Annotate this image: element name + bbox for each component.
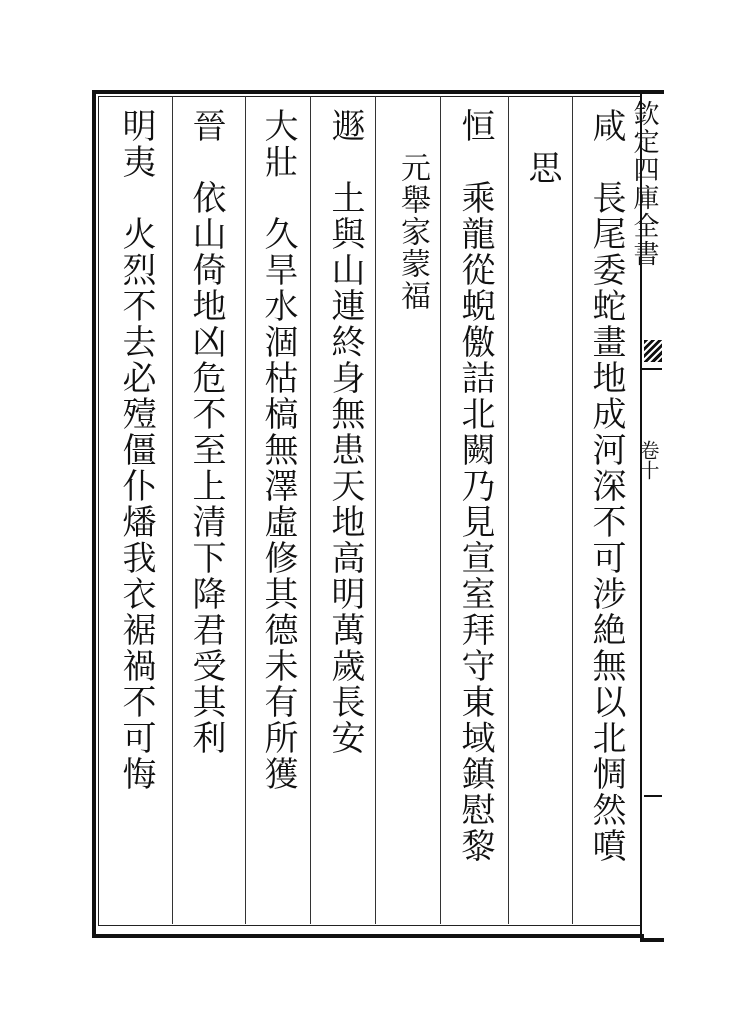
column-rule — [375, 96, 376, 924]
hexagram-name: 大壯 — [258, 108, 298, 180]
verse-text: 土與山連終身無患天地高明萬歲長安 — [325, 180, 365, 756]
column-rule — [508, 96, 509, 924]
column-rule — [572, 96, 573, 924]
volume-label: 卷十 — [636, 440, 660, 480]
verse-text: 元舉家蒙福 — [395, 152, 430, 312]
hexagram-name: 咸 — [586, 108, 626, 144]
text-column-continuation — [522, 150, 562, 250]
text-column-mingyi — [116, 108, 156, 918]
column-rule — [245, 96, 246, 924]
verse-text: 長尾委蛇畫地成河深不可涉絶無以北惆然噴 — [586, 180, 626, 864]
verse-text: 火烈不去必殪僵仆燔我衣裾禍不可悔 — [116, 216, 156, 792]
text-column-continuation — [392, 152, 432, 452]
text-column-heng — [455, 108, 495, 918]
book-title: 欽定四庫全書 — [629, 100, 659, 268]
hexagram-name: 晉 — [186, 108, 226, 144]
fish-tail-line — [642, 368, 662, 370]
verse-text: 久旱水涸枯槁無澤虛修其德未有所獲 — [258, 216, 298, 792]
hexagram-name: 恒 — [455, 108, 495, 144]
verse-text: 乘龍從蜺儌詰北闕乃見宣室拜守東域鎮慰黎 — [455, 180, 495, 864]
column-rule — [310, 96, 311, 924]
verse-text: 思 — [522, 150, 562, 186]
text-column-dun — [325, 108, 365, 888]
text-column-jin — [186, 108, 226, 918]
margin-tick — [644, 795, 662, 797]
text-column-dazhuang — [258, 108, 298, 918]
hexagram-name: 明夷 — [116, 108, 156, 180]
fish-tail-mark — [644, 340, 662, 362]
column-rule — [440, 96, 441, 924]
verse-text: 依山倚地凶危不至上清下降君受其利 — [186, 180, 226, 756]
text-column-xian — [586, 108, 626, 918]
hexagram-name: 遯 — [325, 108, 365, 144]
column-rule — [172, 96, 173, 924]
